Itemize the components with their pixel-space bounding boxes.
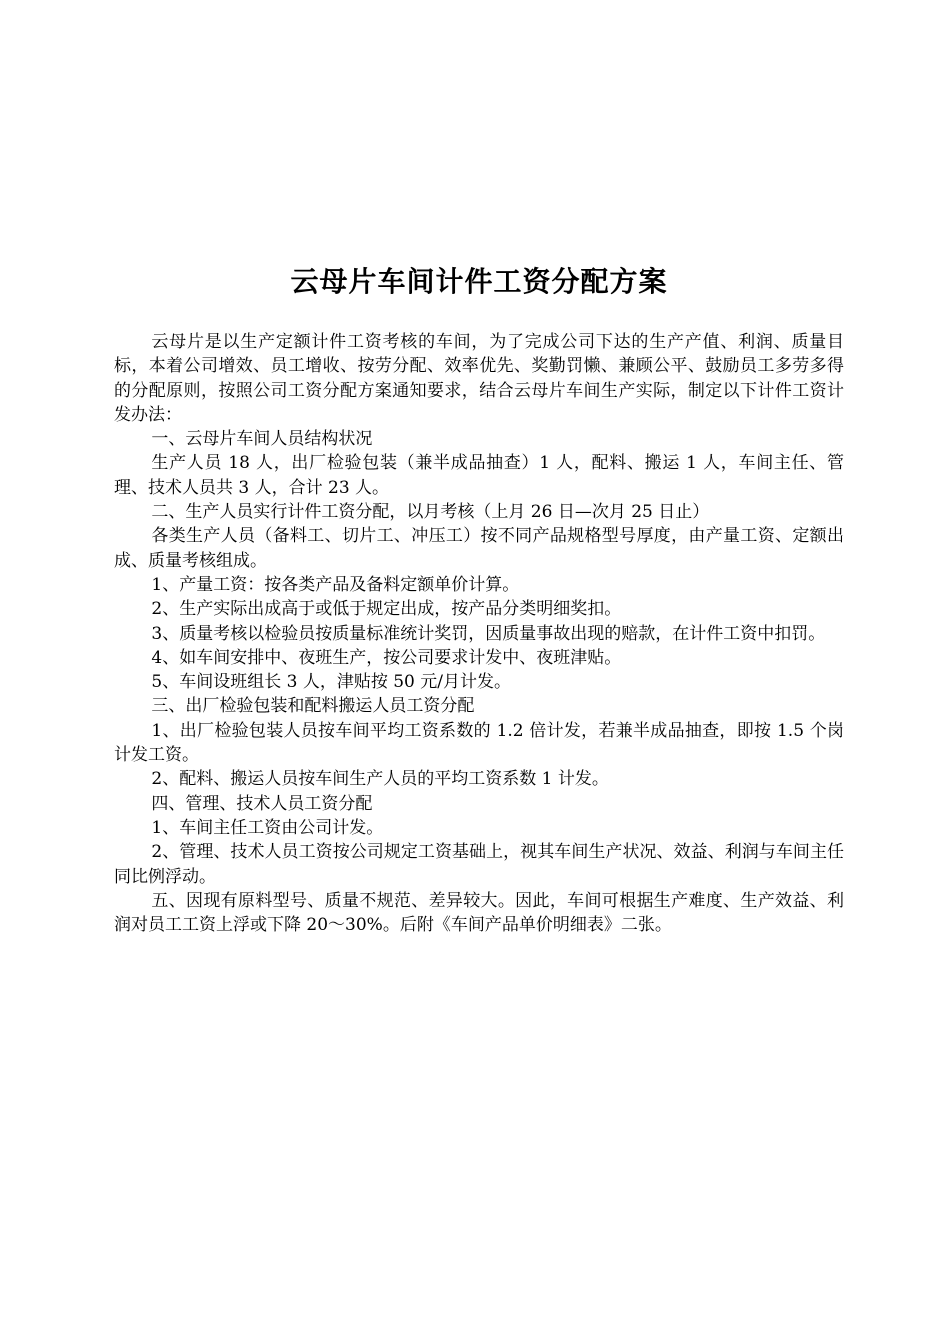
section-5-paragraph: 五、因现有原料型号、质量不规范、差异较大。因此，车间可根据生产难度、生产效益、利润对员工工资上浮或下降 20～30%。后附《车间产品单价明细表》二张。 [114, 890, 844, 936]
section-heading-4: 四、管理、技术人员工资分配 [151, 793, 373, 814]
section-2-paragraph: 各类生产人员（备料工、切片工、冲压工）按不同产品规格型号厚度，由产量工资、定额出成、质量考核组成。 [114, 526, 844, 571]
section-heading-1: 一、云母片车间人员结构状况 [151, 429, 373, 450]
document-title: 云母片车间计件工资分配方案 [290, 265, 668, 298]
document-page [114, 0, 844, 1344]
section-2-item-1: 1、产量工资：按各类产品及备料定额单价计算。 [151, 574, 520, 595]
section-3-item-1: 1、出厂检验包装人员按车间平均工资系数的 1.2 倍计发，若兼半成品抽查，即按 1.5 个岗计发工资。 [114, 720, 844, 766]
section-2-item-4: 4、如车间安排中、夜班生产，按公司要求计发中、夜班津贴。 [151, 647, 622, 668]
section-4-item-2: 2、管理、技术人员工资按公司规定工资基础上，视其车间生产状况、效益、利润与车间主任同比例浮动。 [114, 842, 844, 887]
document-body [114, 330, 844, 937]
section-heading-3: 三、出厂检验包装和配料搬运人员工资分配 [151, 696, 475, 717]
section-3-item-2: 2、配料、搬运人员按车间生产人员的平均工资系数 1 计发。 [151, 769, 609, 790]
intro-paragraph: 云母片是以生产定额计件工资考核的车间，为了完成公司下达的生产产值、利润、质量目标，本着公司增效、员工增收、按劳分配、效率优先、奖勤罚懒、兼顾公平、鼓励员工多劳多得的分配原则，按照公司工资分配方案通知要求，结合云母片车间生产实际，制定以下计件工资计发办法： [114, 332, 844, 425]
section-heading-2: 二、生产人员实行计件工资分配，以月考核（上月 26 日—次月 25 日止） [151, 502, 710, 523]
section-1-paragraph: 生产人员 18 人，出厂检验包装（兼半成品抽查）1 人，配料、搬运 1 人，车间主任、管理、技术人员共 3 人，合计 23 人。 [114, 453, 844, 498]
section-2-item-2: 2、生产实际出成高于或低于规定出成，按产品分类明细奖扣。 [151, 599, 622, 620]
section-2-item-3: 3、质量考核以检验员按质量标准统计奖罚，因质量事故出现的赔款，在计件工资中扣罚。 [151, 623, 826, 644]
section-4-item-1: 1、车间主任工资由公司计发。 [151, 817, 384, 838]
section-2-item-5: 5、车间设班组长 3 人，津贴按 50 元/月计发。 [151, 672, 511, 693]
